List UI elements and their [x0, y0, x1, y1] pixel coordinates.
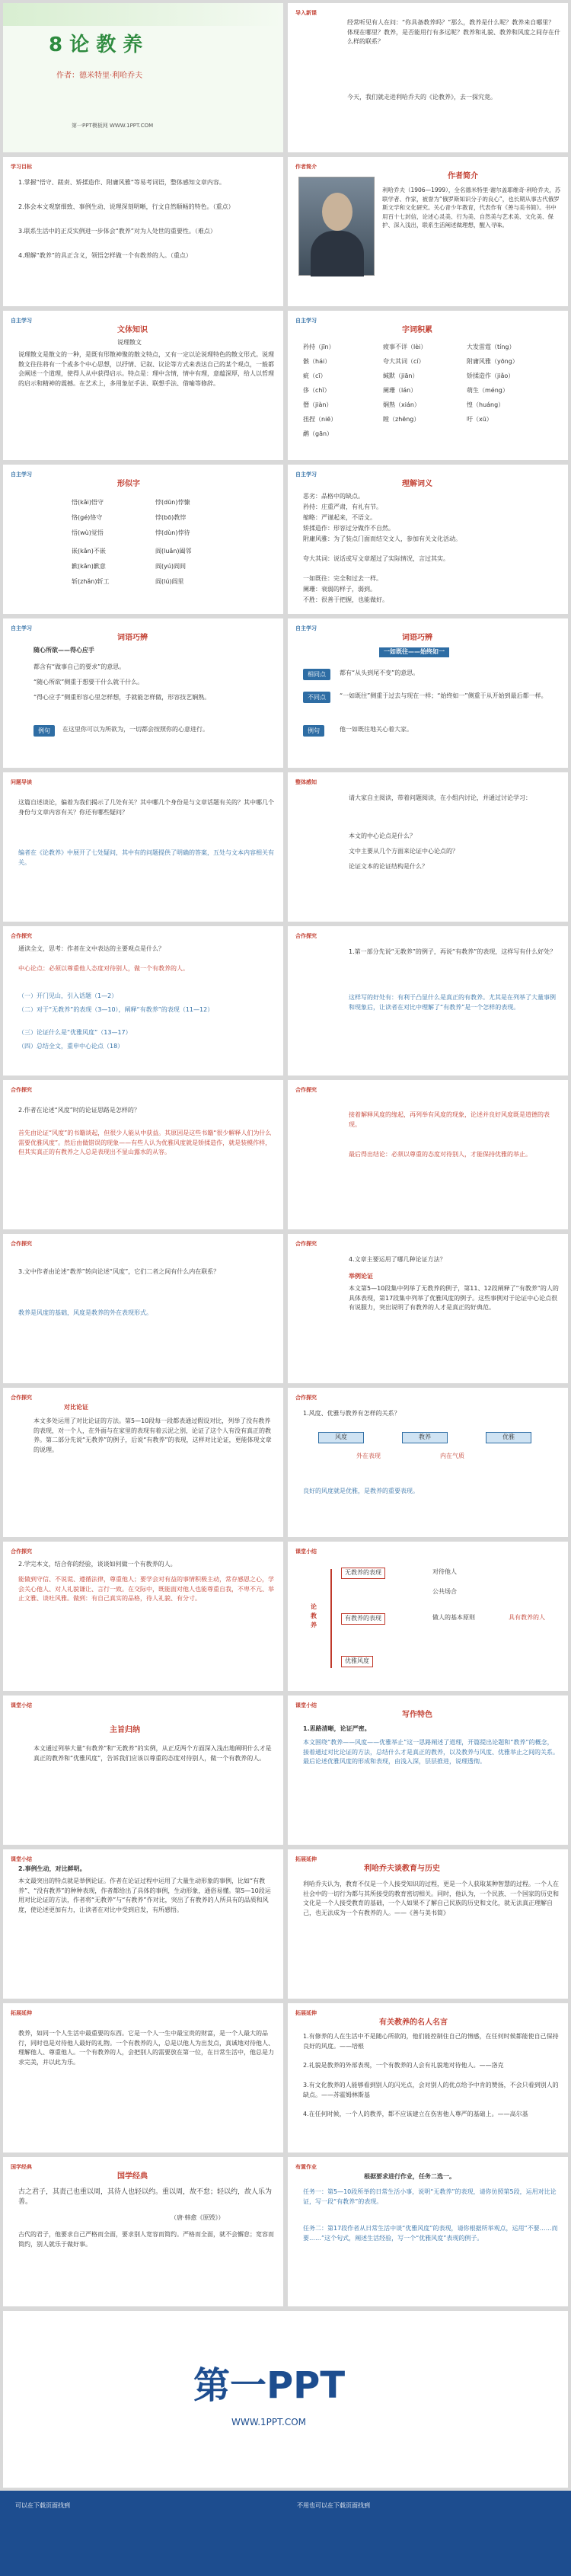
slide-writing-features-2	[3, 1849, 283, 1999]
answer-text: 编者在《论教养》中展开了七处疑问，其中有的问题提供了明确的答案，五处与文本内容相关有关。	[18, 849, 274, 866]
compare-head: 一如既往——始终如一	[379, 647, 449, 657]
mindmap-leaf: 对待他人	[432, 1568, 457, 1575]
extension-title: 利哈乔夫谈教育与历史	[364, 1865, 440, 1873]
mindmap-center: 论教养	[311, 1603, 317, 1628]
slide-word-compare-2	[288, 618, 568, 768]
meaning-title: 理解词义	[402, 480, 432, 488]
answer-text: 接着解释风度的缘起，再列举有风度的现象，论述并良好风度既是道德的表现。	[349, 1111, 550, 1128]
slide-cover	[3, 3, 283, 152]
slide-analysis-3	[288, 1080, 568, 1229]
meaning-item: 附庸风雅：为了装点门面而结交文人，参加有关文化活动。	[303, 535, 461, 542]
vocab-cell: 鹬（gān）	[303, 430, 333, 437]
meaning-item: 夸大其词：说话或写文章超过了实际情况，言过其实。	[303, 555, 449, 562]
feature-heading: 2.事例生动，对比鲜明。	[18, 1865, 86, 1872]
vocab-title: 字词积累	[402, 326, 432, 334]
question-text: 1.风度、优雅与教养有怎样的关系？	[303, 1410, 400, 1417]
slide-tag: 自主学习	[295, 318, 317, 324]
classics-source: （唐·韩愈《原毁》）	[171, 2214, 225, 2221]
meaning-item: 阑珊：衰弱的样子，弱到。	[303, 586, 376, 593]
vocab-cell: 吁（xū）	[467, 416, 493, 423]
pair-right: 悖(bō)教悖	[155, 514, 187, 521]
genre-title: 文体知识	[117, 326, 148, 334]
slide-tag: 整体感知	[295, 779, 317, 785]
quote-item: 2.礼貌是教养的外部表现，一个有教养的人会有礼貌地对待他人。——洛克	[303, 2062, 504, 2069]
slide-writing-features-1	[288, 1695, 568, 1845]
genre-text: 说理散文是散文的一种，是既有形散神聚的散文特点，又有一定以论说理特色的散文形式。说理散文往往将有一个或多个中心思想，以抒情、记叙、议论等方式来表达自己的某个观点，一般都会阐述一个道理，使得人从中获得启示。特点是：理中含情，情中有理，意蕴深厚，给人以哲理的启示和精神的震撼。在艺术上，多用象征手法、联想手法、借喻等修辞。	[18, 351, 274, 387]
slide-tag: 自主学习	[11, 471, 32, 478]
slide-tag: 合作探究	[295, 933, 317, 939]
question-text: 2.作者在论述“风度”时的论证思路是怎样的？	[18, 1107, 140, 1114]
pair-left: 嵌(kǎn)不嵌	[72, 548, 106, 555]
classics-text: 古之君子，其责己也重以周，其待人也轻以约。重以周，故不怠；轻以约，故人乐为善。	[18, 2188, 273, 2206]
compare-head: 随心所欲——得心应手	[33, 647, 94, 654]
compare-item: “一如既往”侧重于过去与现在一样；“始终如一”侧重于从开始到最后都一样。	[340, 692, 547, 699]
example-chip: 例句	[303, 725, 324, 737]
vocab-cell: 疲事不详（lèi）	[383, 344, 427, 350]
slide-intro	[288, 3, 568, 152]
slide-tag: 自主学习	[295, 625, 317, 631]
slide-tag: 自主学习	[11, 625, 32, 631]
overview-text: 请大家自主阅读，带着问题阅读，在小组内讨论，并通过讨论学习：	[349, 794, 531, 801]
question-text: 通读全文，思考：作者在文中表达的主要观点是什么？	[18, 945, 164, 952]
mindmap-branch: 无教养的表现	[341, 1568, 385, 1579]
slide-relationship	[288, 1388, 568, 1537]
author-heading: 作者简介	[448, 172, 478, 181]
vocab-cell: 侈（chǐ）	[303, 387, 330, 394]
slide-tag: 合作探究	[11, 1548, 32, 1555]
extension-text: 利哈乔夫认为，教育不仅是一个人接受知识的过程，更是一个人获取某种智慧的过程。一个人在社会中的一切行为都与其所接受的教育密切相关。同时，他认为，一个民族、一个国家的历史和文化是一个人接受教育的基础，一个人如果不了解自己民族的历史和文化，就无法真正理解自己，也无法成为一个有教养的人。——《善与美书简》	[303, 1881, 559, 1916]
quote-item: 4.在任何时候，一个人的教养，都不应该建立在伤害他人尊严的基础上。——高尔基	[303, 2111, 528, 2117]
compare-item: 都含有“做事自己的要求”的意思。	[33, 663, 126, 670]
objective-item: 4.理解“教养”的具正含义，领悟怎样做一个有教养的人。（重点）	[18, 252, 192, 259]
objective-item: 3.联系生活中的正反实例进一步体会“教养”对为人处世的重要性。（难点）	[18, 228, 216, 235]
vocab-cell: 僭（jiàn）	[303, 401, 333, 408]
portrait-body-shape	[311, 231, 364, 276]
slide-tag: 布置作业	[295, 2164, 317, 2170]
slide-tag: 导入新课	[295, 10, 317, 16]
answer-text: 能做到守信、不说谎、遵循法律，尊重他人；要学会对有益的事情积极主动，常存感恩之心，学会关心他人、对人礼貌谦让、言行一致。在交际中，既能面对他人也能尊重自我，不卑不亢、举止文雅、谈吐风雅。做到：有自己真实的品格，待人礼貌、有分寸。	[18, 1576, 274, 1602]
slide-contrast-argument	[3, 1388, 283, 1537]
intro-text: 经常听见有人在问：“你具备教养吗？”那么，教养是什么呢？教养来自哪里？体现在哪里？教养，是否能用行有多远呢？教养和礼貌、教养和风度之间存在什么样的联系？	[347, 19, 560, 45]
slide-tag: 问题导读	[11, 779, 32, 785]
compare-title: 词语巧辨	[117, 634, 148, 642]
relation-label: 外在表现	[356, 1453, 381, 1459]
footer-col: 不用也可以在下载页面找到	[297, 2502, 370, 2509]
compare-item: “随心所欲”侧重于想要干什么就干什么。	[33, 679, 144, 686]
mindmap-branch: 有教养的表现	[341, 1613, 385, 1625]
objective-item: 2.体会本文观察细致、事例生动、说理深刻明晰，行文自然顺畅的特色。（重点）	[18, 203, 234, 210]
vocab-cell: 大发雷霆（tíng）	[467, 344, 515, 350]
title-strip	[3, 3, 283, 26]
theme-text: 本文通过列举大量“有教养”和“无教养”的实例，从正反两个方面深入浅出地阐明什么才是真正的教养和“优雅风度”，告诉我们应该以尊重的态度对待别人，做一个有教养的人。	[33, 1745, 272, 1762]
meaning-item: 矜持：庄重严肃，有礼有节。	[303, 503, 382, 510]
slide-overview	[288, 772, 568, 922]
mindmap-branch: 优雅风度	[341, 1656, 373, 1667]
slide-logo	[3, 2311, 568, 2488]
similar-title: 形似字	[117, 480, 140, 488]
classics-title: 国学经典	[117, 2172, 148, 2181]
slide-similar-chars	[3, 465, 283, 614]
slide-author	[288, 157, 568, 306]
slide-tag: 拓展延伸	[11, 2010, 32, 2016]
answer-text: 这样写的好处有：有利于凸显什么是真正的有教养。尤其是在列举了大量事例和现象后，让读者在对比中理解了“有教养”是一个怎样的表现。	[349, 994, 556, 1011]
concept-box: 优雅	[486, 1432, 531, 1443]
slide-extension-2	[3, 2003, 283, 2153]
quote-item: 1.有修养的人在生活中不是随心所欲的，他们能控制住自己的情感，在任何时候都能使自己保持良好的风度。——培根	[303, 2033, 559, 2050]
quotes-title: 有关教养的名人名言	[379, 2018, 448, 2027]
lesson-author: 作者：德米特里·利哈乔夫	[56, 72, 143, 80]
example-chip: 例句	[33, 725, 55, 737]
structure-item: （三）论证什么是“优雅风度”（13—17）	[18, 1029, 132, 1036]
slide-word-compare-1	[3, 618, 283, 768]
overview-item: 本文的中心论点是什么？	[349, 833, 416, 839]
mindmap-leaf: 公共场合	[432, 1588, 457, 1595]
classics-note: 古代的君子，他要求自己严格而全面，要求别人宽容而简约。严格而全面，就不会懈怠；宽容而简约，别人就乐于做好事。	[18, 2231, 274, 2248]
answer-text: 教养是风度的基础，风度是教养的外在表现形式。	[18, 1309, 152, 1316]
slide-tag: 国学经典	[11, 2164, 32, 2170]
answer-text: 本文多处运用了对比论证的方法。第5—10段每一段都表通过假设对比，列举了没有教养的表现，对一个人，在外面与在家里的表现有着云泥之别，论证了这个人有没有真正的教养。第二部分先说“无教养”的例子，后说“有教养”的表现，这样对比论证，更能体现文章的说理。	[33, 1417, 272, 1453]
feature-text: 本文围绕“教养——风度——优雅举止”这一思路阐述了道理，开篇提出论题和“教养”的概念，接着通过对比论证的方法，总结什么才是真正的教养，以及教养与风度、优雅举止之间的关系。最后论述优雅风度的形成和表现，由浅入深，层层推进，说理透彻。	[303, 1739, 559, 1765]
method-label: 举例论证	[349, 1273, 373, 1280]
lesson-title: 8 论 教 养	[49, 34, 143, 56]
theme-title: 主旨归纳	[110, 1726, 140, 1734]
slide-tag: 拓展延伸	[295, 1856, 317, 1862]
slide-tag: 合作探究	[11, 1241, 32, 1247]
slide-analysis-4	[3, 1234, 283, 1383]
slide-tag: 合作探究	[295, 1087, 317, 1093]
feature-text: 本文最突出的特点就是举例论证。作者在论证过程中运用了大量生动形象的事例，比如“有教养”、“没有教养”的种种表现，作者都给出了具体的事例，生动形象，通俗易懂。第5—10段运用对比论证的方法，作者将“无教养”与“有教养”作对比，突出了有教养的人所具有的品质和风度，使论述更加有力，让读者在对比中受到启发，有所感悟。	[18, 1878, 271, 1913]
question-text: 2.学完本文，结合你的经验，谈谈如何做一个有教养的人。	[18, 1561, 177, 1568]
vocab-cell: 夸大其词（cí）	[383, 358, 425, 365]
method-label: 对比论证	[64, 1404, 88, 1411]
footer-col: 可以在下载页面找到	[15, 2502, 70, 2509]
slide-genre	[3, 311, 283, 460]
footer-bar	[0, 2491, 571, 2576]
slide-analysis-2	[3, 1080, 283, 1229]
vocab-cell: 缄默（jiān）	[383, 372, 419, 379]
meaning-item: 矫揉造作：形容过分做作不自然。	[303, 525, 394, 532]
slide-tag: 课堂小结	[295, 1548, 317, 1555]
pair-left: 悟(wù)觉悟	[72, 529, 104, 536]
vocab-cell: 矜持（jīn）	[303, 344, 335, 350]
slide-tag: 作者简介	[295, 164, 317, 170]
slide-tag: 拓展延伸	[295, 2010, 317, 2016]
overview-item: 文中主要从几个方面来论证中心论点的？	[349, 848, 458, 855]
author-bio: 利哈乔夫（1906—1999），全名德米特里·谢尔盖耶维奇·利哈乔夫，苏联学者、作家，被誉为“俄罗斯知识分子的良心”，也长期从事古代俄罗斯文学和文化研究。关心青少年教育，代表作有《善与美书简》。书中用百十七封信，论述心灵美、行为美、自然美与艺术美、文化美、保护、深入浅出，联系生活阐述做理想，醒入寻味。	[382, 187, 561, 229]
vocab-cell: 疵（cī）	[303, 372, 327, 379]
feature-heading: 1.思路清晰，论证严密。	[303, 1725, 371, 1732]
structure-item: （一）开门见山，引入话题（1—2）	[18, 992, 118, 999]
slide-tag: 课堂小结	[11, 1856, 32, 1862]
portrait-head-shape	[322, 193, 352, 231]
slide-tag: 合作探究	[11, 1087, 32, 1093]
slide-tag: 学习目标	[11, 164, 32, 170]
pair-right: 悖(dūn)悖慷	[155, 499, 190, 506]
slide-reading-question	[3, 772, 283, 922]
pair-left: 歉(kǎn)歉意	[72, 563, 106, 570]
structure-item: （二）对于“无教养”的表现（3—10），阐释“有教养”的表现（11—12）	[18, 1006, 214, 1013]
slide-tag: 课堂小结	[295, 1702, 317, 1708]
vocab-cell: 瞠（zhēng）	[383, 416, 420, 423]
vocab-cell: 骸（hái）	[303, 358, 331, 365]
intro-text-2: 今天，我们就走进利哈乔夫的《论教养》，去一探究竟。	[347, 94, 496, 101]
quote-item: 3.有文化教养的人能够看到别人的闪光点，会对别人的优点给予中肯的赞扬，不会只看到别人的缺点。——苏霍姆林斯基	[303, 2082, 559, 2098]
vocab-cell: 扭捏（niē）	[303, 416, 337, 423]
pair-right: 阎(luǎn)阖邻	[155, 548, 192, 555]
objective-item: 1.掌握“悟守、蹉责、矫揉造作、附庸风雅”等易考词语，整体感知文章内容。	[18, 179, 225, 186]
homework-head: 根据要求进行作业，任务二选一。	[364, 2173, 455, 2180]
pair-right: 阎(lú)阎里	[155, 578, 184, 585]
vocab-cell: 阑珊（lán）	[383, 387, 417, 394]
mindmap-leaf: 具有教养的人	[509, 1614, 545, 1621]
meaning-item: 缩略：严谨起来，不语文。	[303, 514, 376, 521]
concept-box: 风度	[318, 1432, 364, 1443]
mindmap-leaf: 做人的基本原则	[432, 1614, 475, 1621]
concept-box: 教养	[402, 1432, 448, 1443]
pair-right: 悖(dùn)悖待	[155, 529, 190, 536]
slide-word-meaning	[288, 465, 568, 614]
slide-argument-methods	[288, 1234, 568, 1383]
same-chip: 相同点	[303, 669, 330, 680]
overview-item: 论证文本的论证结构是什么？	[349, 863, 428, 870]
genre-subtitle: 说理散文	[117, 339, 142, 346]
slide-tag: 合作探究	[295, 1241, 317, 1247]
question-text: 这篇自述谈论，偏着为我们揭示了几处有关？其中哪几个身份是与文章话题有关的？其中哪几个身份与文章内容有关？你还有哪些疑问？	[18, 799, 274, 816]
compare-item: 他一如既往地关心着大家。	[340, 726, 413, 733]
site-name: 第一PPT模板网 WWW.1PPT.COM	[72, 123, 154, 129]
question-text: 1.第一部分先说“无教养”的例子，再说“有教养”的表现，这样写有什么好处？	[349, 948, 557, 955]
homework-task: 任务一：第5—10段所举的日常生活小事，说明“无教养”的表现，请你仿照第5段，运用对比论证，写一段“有教养”的表现。	[303, 2188, 557, 2205]
structure-item: （四）总结全文，重申中心论点（18）	[18, 1043, 124, 1050]
answer-text: 最后得出结论：必须以尊重的态度对待别人，才能保持优雅的举止。	[349, 1151, 531, 1158]
slide-tag: 合作探究	[11, 933, 32, 939]
compare-title: 词语巧辨	[402, 634, 432, 642]
slide-tag: 自主学习	[295, 471, 317, 478]
pair-left: 恪(gé)恪守	[72, 514, 103, 521]
compare-item: 都有“从头到尾不变”的意思。	[340, 670, 419, 676]
slide-analysis-1	[288, 926, 568, 1075]
slide-mindmap	[288, 1542, 568, 1691]
slide-tag: 课堂小结	[11, 1702, 32, 1708]
answer-text: 本文第5—10段集中列举了无教养的例子，第11、12段阐释了“有教养”的人的具体表现，第17段集中列举了优雅风度的例子。这些事例对于论证中心论点很有说服力，突出说明了有教养的人才是真正的好典范。	[349, 1285, 559, 1311]
slide-reflection	[3, 1542, 283, 1691]
compare-item: “得心应手”侧重形容心里怎样想，手就能怎样做，形容技艺娴熟。	[33, 694, 211, 701]
slide-tag: 合作探究	[11, 1395, 32, 1401]
vocab-cell: 附庸风雅（yōng）	[467, 358, 518, 365]
slide-theme	[3, 1695, 283, 1845]
vocab-cell: 萌生（méng）	[467, 387, 509, 394]
slide-structure	[3, 926, 283, 1075]
slide-quotes	[288, 2003, 568, 2153]
diff-chip: 不同点	[303, 692, 330, 703]
features-title: 写作特色	[402, 1711, 432, 1719]
slide-homework	[288, 2157, 568, 2306]
homework-task: 任务二：第17段作者从日常生活中谈“优雅风度”的表现，请你根据所举观点，运用“不要……而要……”这个句式，阐述生活经验，写一个“优雅风度”表现的例子。	[303, 2225, 558, 2242]
logo-url: WWW.1PPT.COM	[231, 2417, 307, 2427]
mindmap-spine	[330, 1569, 332, 1668]
vocab-cell: 矫揉造作（jiǎo）	[467, 372, 515, 379]
slide-classics	[3, 2157, 283, 2306]
slide-vocab	[288, 311, 568, 460]
meaning-item: 一如既往：完全和过去一样。	[303, 575, 382, 582]
slide-extension-1	[288, 1849, 568, 1999]
pair-left: 悟(kǎi)悟守	[72, 499, 104, 506]
question-text: 3.文中作者由论述“教养”转向论述“风度”，它们二者之间有什么内在联系？	[18, 1268, 220, 1275]
meaning-item: 恶劣：品格中的缺点。	[303, 493, 364, 500]
example-text: 在这里你可以为所欲为，一切都会按照你的心意进行。	[62, 726, 209, 733]
question-text: 4.文章主要运用了哪几种论证方法？	[349, 1256, 446, 1263]
vocab-cell: 惶（huáng）	[467, 401, 505, 408]
pair-right: 阎(yú)阎闾	[155, 563, 187, 570]
extension-text: 教养，如同一个人生活中最重要的东西。它是一个人一生中最宝贵的财富，是一个人最大的品行，同时也是对待他人最好的礼物。一个有教养的人，总是以他人为出发点，真诚地对待他人、理解他人、尊重他人。一个有教养的人，会把别人的需要放在第一位，在日常生活中，他总是力求完美，并以此为乐。	[18, 2030, 274, 2066]
slide-tag: 自主学习	[11, 318, 32, 324]
slide-tag: 合作探究	[295, 1395, 317, 1401]
author-portrait	[298, 177, 375, 276]
logo-text: 第一PPT	[193, 2364, 346, 2407]
answer-text: 良好的风度就是优雅，是教养的重要表现。	[303, 1488, 419, 1494]
answer-text: 首先由论证“风度”的书籍谈起，但很少人能从中获益。其原因是这些书籍“很少解释人们为什么需要优雅风度”。然后由做错误的现象——有些人认为优雅风度就是矫揉造作，就是装模作样，但其实真正的有教养之人总是表现出不显山露水的从容。	[18, 1130, 272, 1155]
slide-objectives	[3, 157, 283, 306]
meaning-item: 不胜：很善于把握，也能做好。	[303, 596, 388, 603]
vocab-cell: 娴熟（xián）	[383, 401, 420, 408]
central-point: 中心论点：必须以尊重他人态度对待别人，做一个有教养的人。	[18, 965, 189, 972]
relation-label: 内在气质	[440, 1453, 464, 1459]
pair-left: 斩(zhǎn)斩工	[72, 578, 110, 585]
